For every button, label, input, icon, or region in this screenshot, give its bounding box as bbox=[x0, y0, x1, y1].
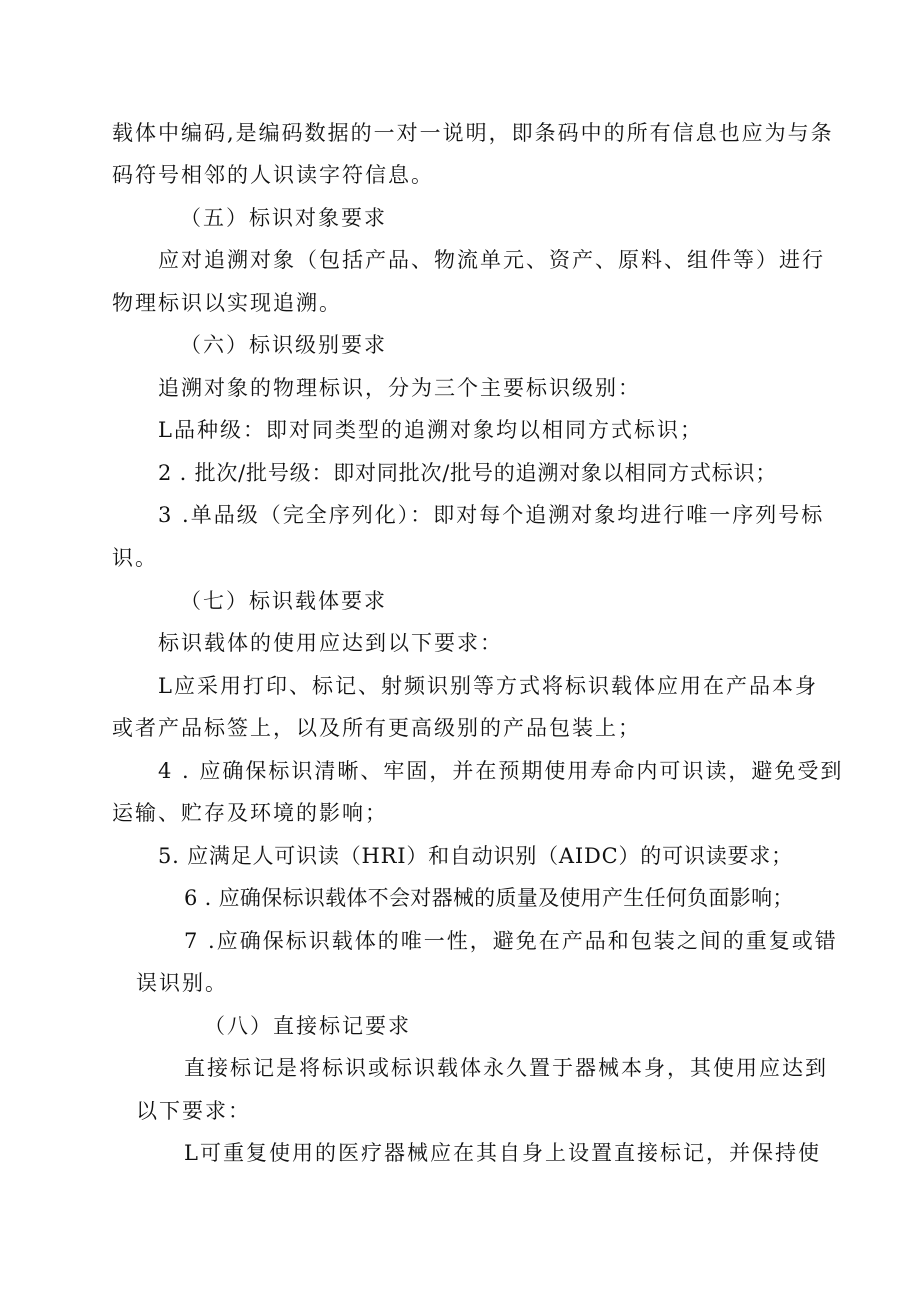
list-item: 7 .应确保标识载体的唯一性，避免在产品和包装之间的重复或错 bbox=[184, 929, 838, 953]
body-text-line: 以下要求： bbox=[136, 1099, 251, 1123]
body-text-line: 码符号相邻的人识读字符信息。 bbox=[112, 163, 434, 187]
list-item: 5. 应满足人可识读（HRI）和自动识别（AIDC）的可识读要求； bbox=[158, 844, 793, 868]
section-heading-7: （七）标识载体要求 bbox=[180, 589, 387, 613]
body-text-line: 载体中编码,是编码数据的一对一说明，即条码中的所有信息也应为与条 bbox=[112, 121, 834, 145]
body-text-line: 追溯对象的物理标识，分为三个主要标识级别： bbox=[158, 376, 641, 400]
body-text-line: 识。 bbox=[112, 546, 158, 570]
section-heading-8: （八）直接标记要求 bbox=[204, 1014, 411, 1038]
body-text-line: 误识别。 bbox=[136, 971, 228, 995]
section-heading-6: （六）标识级别要求 bbox=[180, 333, 387, 357]
body-text-line: 应对追溯对象（包括产品、物流单元、资产、原料、组件等）进行 bbox=[158, 248, 825, 272]
list-item: L可重复使用的医疗器械应在其自身上设置直接标记，并保持使 bbox=[184, 1141, 821, 1165]
list-item: L品种级：即对同类型的追溯对象均以相同方式标识； bbox=[158, 418, 703, 442]
section-heading-5: （五）标识对象要求 bbox=[180, 206, 387, 230]
body-text-line: 物理标识以实现追溯。 bbox=[112, 291, 342, 315]
body-text-line: 标识载体的使用应达到以下要求： bbox=[158, 631, 503, 655]
list-item: 4 . 应确保标识清晰、牢固，并在预期使用寿命内可识读，避免受到 bbox=[158, 759, 844, 783]
body-text-line: 或者产品标签上，以及所有更高级别的产品包装上； bbox=[112, 716, 641, 740]
body-text-line: 直接标记是将标识或标识载体永久置于器械本身，其使用应达到 bbox=[184, 1056, 828, 1080]
list-item: 2 . 批次/批号级：即对同批次/批号的追溯对象以相同方式标识； bbox=[158, 461, 778, 485]
list-item: 6 . 应确保标识载体不会对器械的质量及使用产生任何负面影响； bbox=[184, 886, 794, 910]
list-item: L应采用打印、标记、射频识别等方式将标识载体应用在产品本身 bbox=[158, 674, 818, 698]
list-item: 3 .单品级（完全序列化）：即对每个追溯对象均进行唯一序列号标 bbox=[158, 503, 825, 527]
body-text-line: 运输、贮存及环境的影响； bbox=[112, 801, 388, 825]
